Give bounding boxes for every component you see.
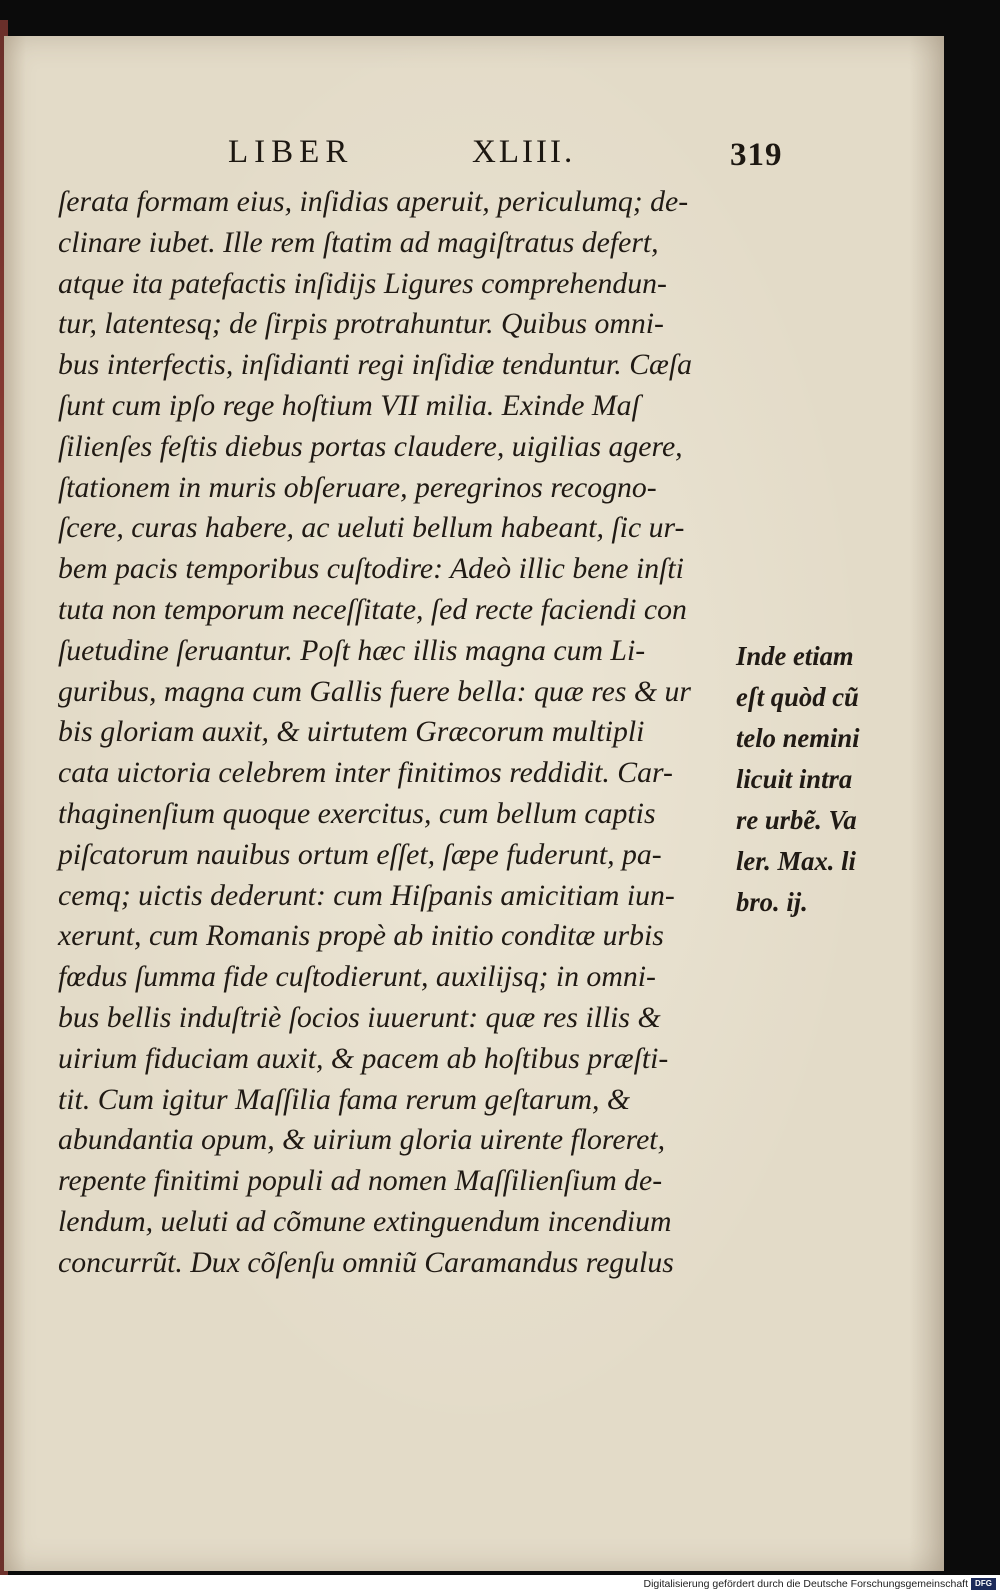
text-line: ſerata formam eius, inſidias aperuit, periculumq; de-	[58, 185, 689, 218]
margin-note-line: eſt quòd cũ	[736, 682, 859, 712]
text-line: ſunt cum ipſo rege hoſtium VII milia. Exinde Maſ	[58, 388, 640, 422]
text-line: abundantia opum, & uirium gloria uirente floreret,	[58, 1123, 666, 1157]
running-title-book-number: XLIII.	[472, 134, 576, 170]
text-line: ſcere, curas habere, ac ueluti bellum habeant, ſic ur-	[58, 511, 685, 545]
text-line: cemq; uictis dederunt: cum Hiſpanis amicitiam iun-	[58, 878, 675, 912]
text-line: bem pacis temporibus cuſtodire: Adeò illic bene inſti	[58, 552, 684, 586]
main-text-block	[58, 182, 718, 1284]
text-line: ſtationem in muris obſeruare, peregrinos recogno-	[58, 470, 657, 504]
margin-note-line: telo nemini	[736, 723, 860, 753]
text-line: thaginenſium quoque exercitus, cum bellum captis	[58, 796, 656, 830]
digitization-footer	[0, 1575, 1000, 1593]
text-line: lendum, ueluti ad cõmune extinguendum incendium	[58, 1204, 672, 1238]
margin-note-line: Inde etiam	[736, 641, 854, 671]
funding-credit: Digitalisierung gefördert durch die Deutsche Forschungsgemeinschaft	[643, 1578, 968, 1590]
marginal-note	[736, 636, 886, 923]
margin-note-line: re urbẽ. Va	[736, 805, 857, 835]
running-title-liber: LIBER	[228, 134, 354, 170]
text-line: cata uictoria celebrem inter finitimos reddidit. Car-	[58, 756, 673, 790]
text-line: bis gloriam auxit, & uirtutem Græcorum multipli	[58, 715, 645, 749]
text-line: bus bellis induſtriè ſocios iuuerunt: quæ res illis &	[58, 1000, 661, 1034]
text-line: atque ita patefactis inſidijs Ligures comprehendun-	[58, 266, 667, 300]
text-line: ſilienſes feſtis diebus portas claudere, uigilias agere,	[58, 429, 683, 463]
margin-note-line: bro. ij.	[736, 887, 808, 917]
text-line: bus interfectis, inſidianti regi inſidiæ tenduntur. Cæſa	[58, 348, 693, 382]
text-line: tit. Cum igitur Maſſilia fama rerum geſtarum, &	[58, 1082, 631, 1116]
text-line: concurrũt. Dux cõſenſu omniũ Caramandus regulus	[58, 1245, 674, 1279]
running-header	[222, 134, 782, 174]
text-line: clinare iubet. Ille rem ſtatim ad magiſtratus defert,	[58, 225, 659, 259]
text-line: ſuetudine ſeruantur. Poſt hæc illis magna cum Li-	[58, 633, 646, 667]
dfg-logo: DFG	[971, 1578, 996, 1590]
text-line: xerunt, cum Romanis propè ab initio conditæ urbis	[58, 919, 664, 953]
margin-note-line: licuit intra	[736, 764, 853, 794]
text-line: repente finitimi populi ad nomen Maſſilienſium de-	[58, 1164, 663, 1198]
text-line: piſcatorum nauibus ortum eſſet, ſæpe fuderunt, pa-	[58, 837, 662, 871]
text-line: fœdus ſumma fide cuſtodierunt, auxilijsq; in omni-	[58, 960, 656, 994]
text-line: tur, latentesq; de ſirpis protrahuntur. Quibus omni-	[58, 307, 664, 341]
margin-note-line: ler. Max. li	[736, 846, 856, 876]
text-line: uirium fiduciam auxit, & pacem ab hoſtibus præſti-	[58, 1041, 669, 1075]
text-line: tuta non temporum neceſſitate, ſed recte faciendi con	[58, 592, 687, 626]
text-line: guribus, magna cum Gallis fuere bella: quæ res & ur	[58, 674, 691, 708]
page-number: 319	[730, 137, 783, 173]
